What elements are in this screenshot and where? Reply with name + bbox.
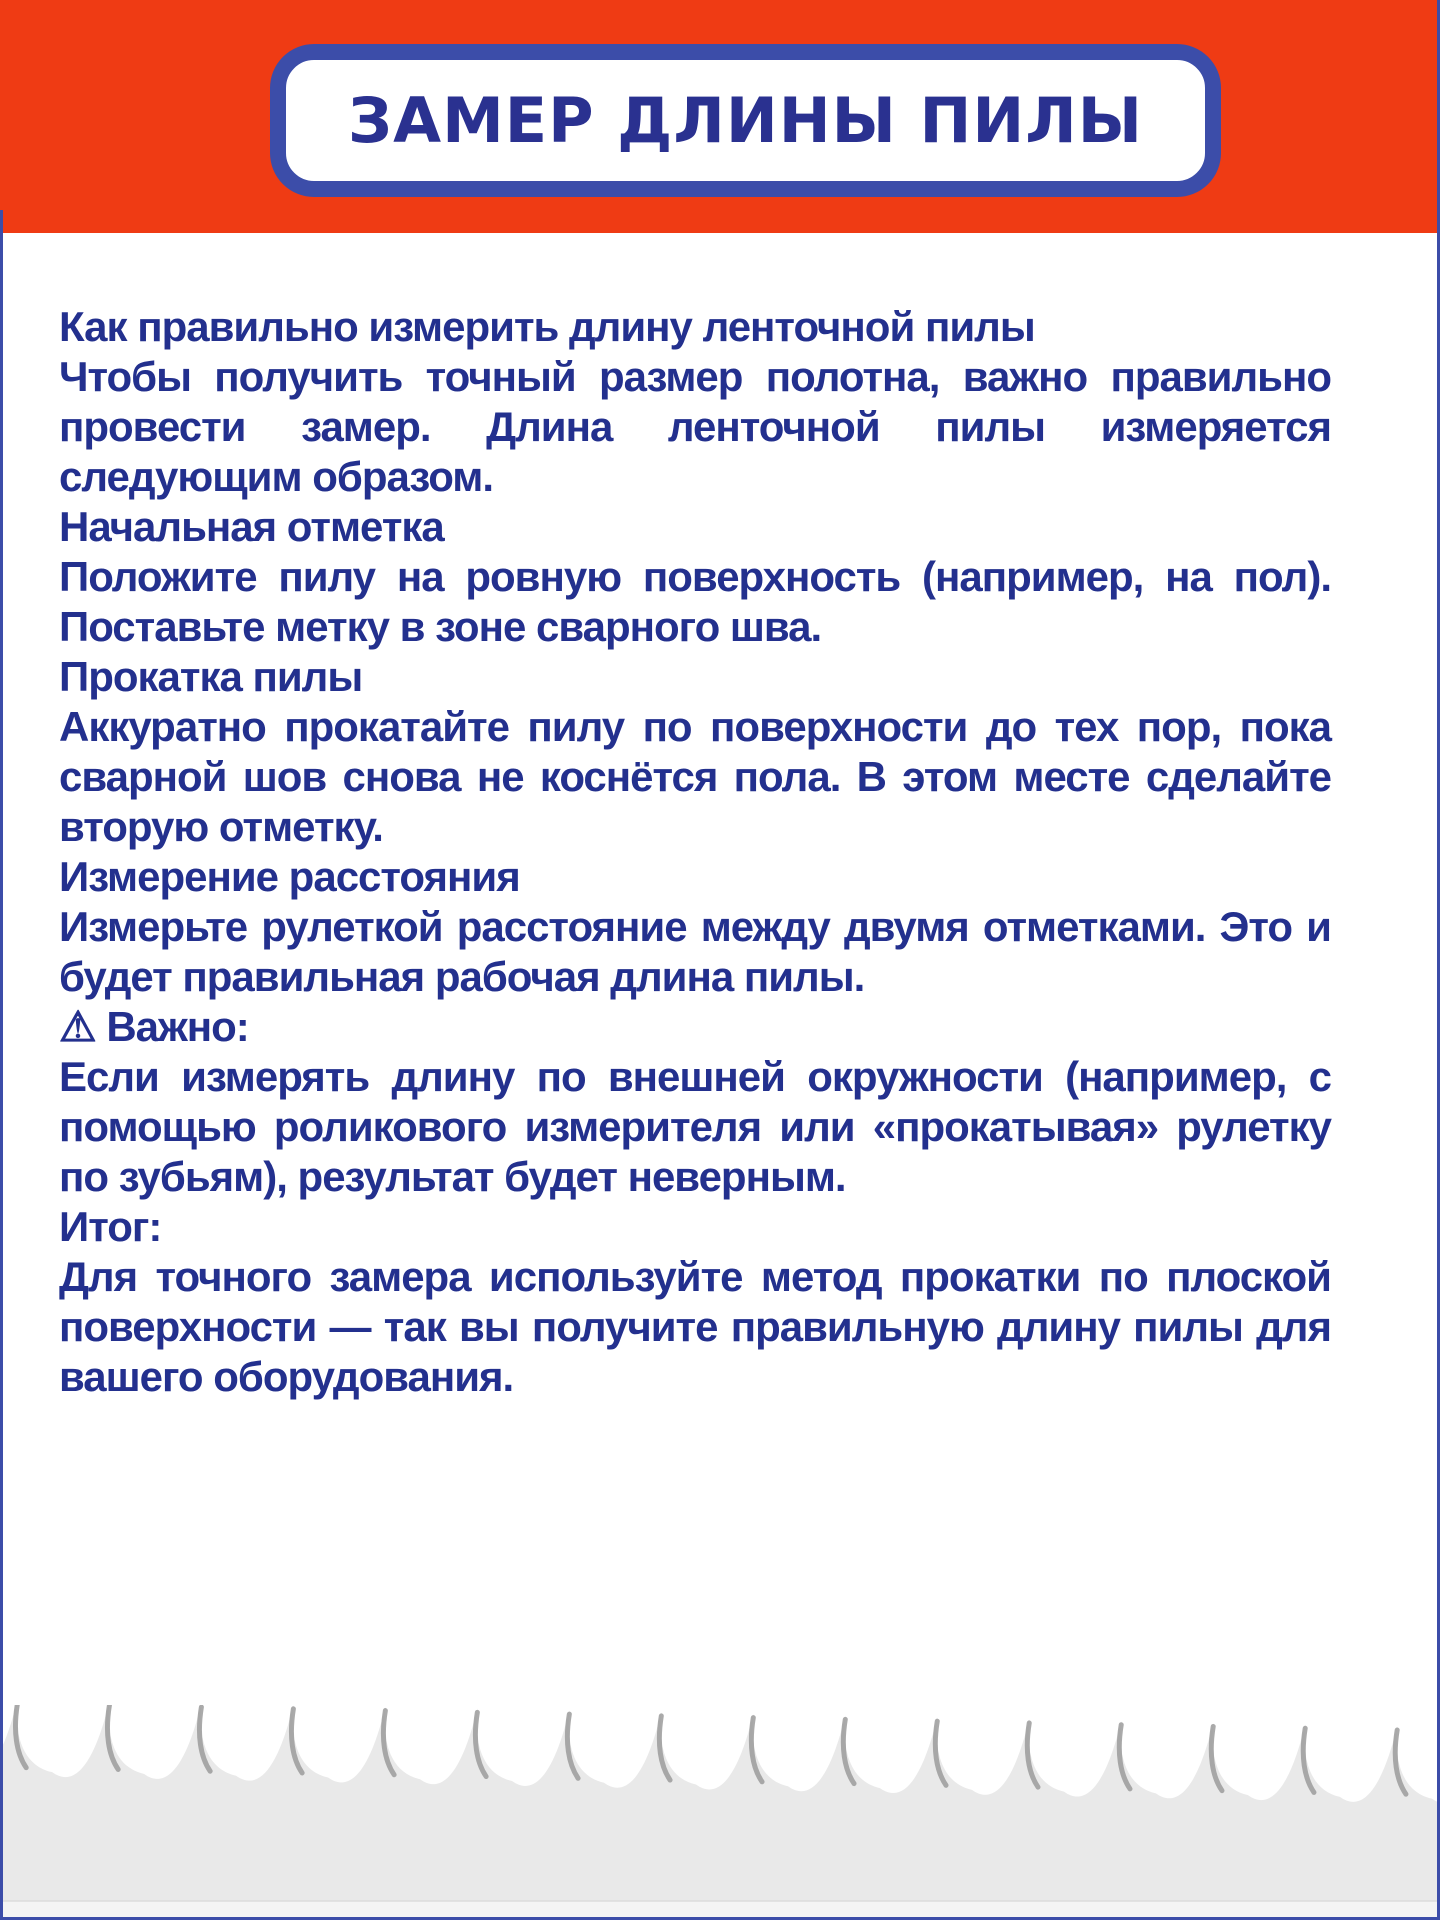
saw-teeth-path: [0, 1705, 1440, 1920]
title-box: [270, 44, 1221, 197]
body-heading: Прокатка пилы: [59, 653, 363, 700]
body-heading: Итог:: [59, 1203, 162, 1250]
body-paragraph: Для точного замера используйте метод прокатки по плоской поверхности — так вы получите правильную длину пилы для вашего оборудования.: [59, 1253, 1331, 1400]
body-heading: Измерение расстояния: [59, 853, 520, 900]
body-heading: Начальная отметка: [59, 503, 444, 550]
warning-heading: ⚠ Важно:: [59, 1003, 249, 1050]
saw-blade-svg: [0, 1705, 1440, 1920]
body-paragraph: Положите пилу на ровную поверхность (например, на пол). Поставьте метку в зоне сварного шва.: [59, 553, 1331, 650]
body-paragraph: Чтобы получить точный размер полотна, важно правильно провести замер. Длина ленточной пилы измеряется следующим образом.: [59, 353, 1331, 500]
header-band: [0, 0, 1437, 233]
body-paragraph: Если измерять длину по внешней окружности (например, с помощью роликового измерителя или «прокатывая» рулетку по зубьям), результат будет неверным.: [59, 1053, 1331, 1200]
page-border-left: [0, 210, 3, 1920]
body-paragraph: Измерьте рулеткой расстояние между двумя отметками. Это и будет правильная рабочая длина пилы.: [59, 903, 1331, 1000]
body-heading: Как правильно измерить длину ленточной пилы: [59, 303, 1035, 350]
saw-blade-graphic: [0, 1705, 1440, 1920]
body-paragraph: Аккуратно прокатайте пилу по поверхности до тех пор, пока сварной шов снова не коснётся пола. В этом месте сделайте вторую отметку.: [59, 703, 1331, 850]
page-title: ЗАМЕР ДЛИНЫ ПИЛЫ: [348, 84, 1143, 157]
article-body: [59, 302, 1331, 1402]
